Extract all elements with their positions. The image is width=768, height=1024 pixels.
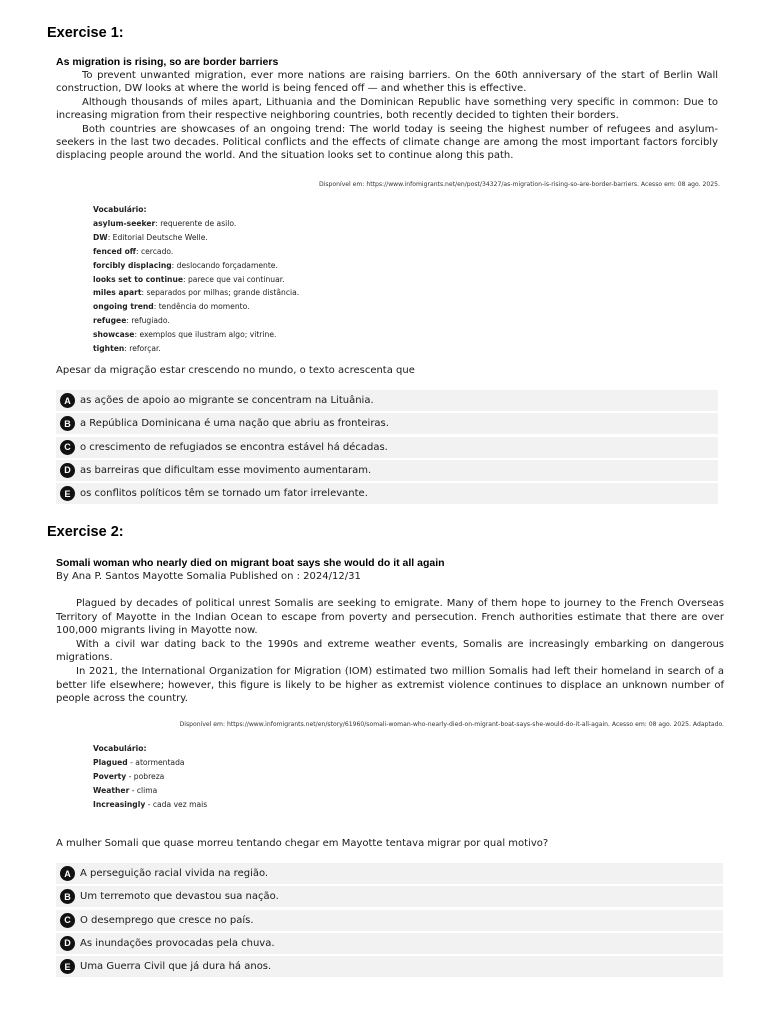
- option-e[interactable]: [56, 956, 723, 978]
- option-d[interactable]: [56, 460, 718, 482]
- option-c[interactable]: [56, 437, 718, 459]
- exercise-1-title: Exercise 1:: [47, 25, 124, 41]
- vocab-item: forcibly displacing: deslocando forçadamente.: [93, 260, 278, 270]
- vocab-item: refugee: refugiado.: [93, 316, 170, 326]
- option-letter-badge: C: [60, 913, 75, 928]
- article-2-source: Disponível em: https://www.infomigrants.net/en/story/61960/somali-woman-who-nearly-died-on-migrant-boat-says-she-would-do-it-all-again. Acesso em: 08 ago. 2025. Adaptado.: [179, 721, 724, 728]
- option-letter-badge: C: [60, 440, 75, 455]
- option-text: as ações de apoio ao migrante se concentram na Lituânia.: [80, 395, 374, 406]
- option-letter-badge: A: [60, 866, 75, 881]
- article-2-title: Somali woman who nearly died on migrant boat says she would do it all again: [56, 557, 445, 569]
- question-1-options: [56, 390, 718, 506]
- option-text: a República Dominicana é uma nação que abriu as fronteiras.: [80, 418, 389, 430]
- option-text: os conflitos políticos têm se tornado um fator irrelevante.: [80, 488, 368, 500]
- article-1-paragraph: Although thousands of miles apart, Lithuania and the Dominican Republic have something very specific in common: Due to increasing migration from their respective neighboring countries, both recently decided to tighten their borders.: [56, 96, 718, 122]
- vocabulary-2-title: Vocabulário:: [93, 744, 147, 753]
- option-b[interactable]: [56, 886, 723, 908]
- article-1-source: Disponível em: https://www.infomigrants.net/en/post/34327/as-migration-is-rising-so-are-border-barriers. Acesso em: 08 ago. 2025.: [318, 181, 720, 188]
- option-e[interactable]: [56, 483, 718, 505]
- vocab-item: DW: Editorial Deutsche Welle.: [93, 232, 208, 242]
- article-2-byline: By Ana P. Santos Mayotte Somalia Published on : 2024/12/31: [56, 571, 361, 582]
- article-1-title: As migration is rising, so are border barriers: [56, 56, 279, 68]
- article-2-paragraph: With a civil war dating back to the 1990s and extreme weather events, Somalis are increasingly embarking on dangerous migrations.: [56, 638, 724, 664]
- article-1-body: [56, 69, 718, 163]
- option-letter-badge: D: [60, 463, 75, 478]
- vocab-item: asylum-seeker: requerente de asilo.: [93, 218, 237, 228]
- question-1: Apesar da migração estar crescendo no mundo, o texto acrescenta que: [56, 365, 415, 376]
- option-letter-badge: B: [60, 889, 75, 904]
- option-d[interactable]: [56, 933, 723, 955]
- option-text: A perseguição racial vivida na região.: [80, 868, 269, 879]
- exercise-2-title: Exercise 2:: [47, 524, 124, 540]
- option-a[interactable]: [56, 390, 718, 412]
- question-2: A mulher Somali que quase morreu tentando chegar em Mayotte tentava migrar por qual motivo?: [56, 838, 549, 849]
- option-text: O desemprego que cresce no país.: [80, 914, 254, 926]
- option-letter-badge: B: [60, 416, 75, 431]
- vocab-item: Increasingly - cada vez mais: [93, 799, 208, 809]
- vocab-item: Plagued - atormentada: [93, 757, 185, 767]
- option-b[interactable]: [56, 413, 718, 435]
- article-2-paragraph: In 2021, the International Organization for Migration (IOM) estimated two million Somalis had left their homeland in search of a better life elsewhere; however, this figure is likely to be higher as extremist violence continues to displace an unknown number of people across the country.: [56, 665, 724, 705]
- option-letter-badge: E: [60, 959, 75, 974]
- vocab-item: ongoing trend: tendência do momento.: [93, 302, 250, 312]
- vocab-item: showcase: exemplos que ilustram algo; vitrine.: [93, 330, 277, 340]
- vocab-item: Weather - clima: [93, 785, 158, 795]
- vocab-item: Poverty - pobreza: [93, 771, 165, 781]
- article-2-paragraph: Plagued by decades of political unrest Somalis are seeking to emigrate. Many of them hope to journey to the French Overseas Territory of Mayotte in the Indian Ocean to escape from poverty and persecution. French authorities estimate that there are over 100,000 migrants living in Mayotte now.: [56, 598, 724, 637]
- article-1-paragraph: To prevent unwanted migration, ever more nations are raising barriers. On the 60th anniversary of the start of Berlin Wall construction, DW looks at where the world is being fenced off — and whether this is effective.: [56, 70, 718, 95]
- vocab-item: tighten: reforçar.: [93, 344, 161, 354]
- vocabulary-2: [93, 742, 207, 812]
- vocabulary-1: [93, 203, 299, 356]
- option-text: Um terremoto que devastou sua nação.: [80, 891, 279, 903]
- option-letter-badge: D: [60, 936, 75, 951]
- option-text: Uma Guerra Civil que já dura há anos.: [80, 961, 272, 973]
- article-1-paragraph: Both countries are showcases of an ongoing trend: The world today is seeing the highest number of refugees and asylum-seekers in the last two decades. Political conflicts and the effects of climate change are among the most important factors forcibly displacing people around the world. And the situation looks set to continue along this path.: [56, 123, 718, 162]
- question-2-options: [56, 863, 723, 979]
- option-text: as barreiras que dificultam esse movimento aumentaram.: [80, 464, 372, 476]
- option-c[interactable]: [56, 910, 723, 932]
- option-text: o crescimento de refugiados se encontra estável há décadas.: [80, 441, 388, 453]
- vocab-item: looks set to continue: parece que vai continuar.: [93, 274, 285, 284]
- option-letter-badge: E: [60, 486, 75, 501]
- option-text: As inundações provocadas pela chuva.: [80, 937, 275, 949]
- vocabulary-1-title: Vocabulário:: [93, 205, 147, 214]
- option-a[interactable]: [56, 863, 723, 885]
- option-letter-badge: A: [60, 393, 75, 408]
- vocab-item: miles apart: separados por milhas; grande distância.: [93, 288, 300, 298]
- article-2-body: [56, 597, 724, 706]
- vocab-item: fenced off: cercado.: [93, 246, 174, 256]
